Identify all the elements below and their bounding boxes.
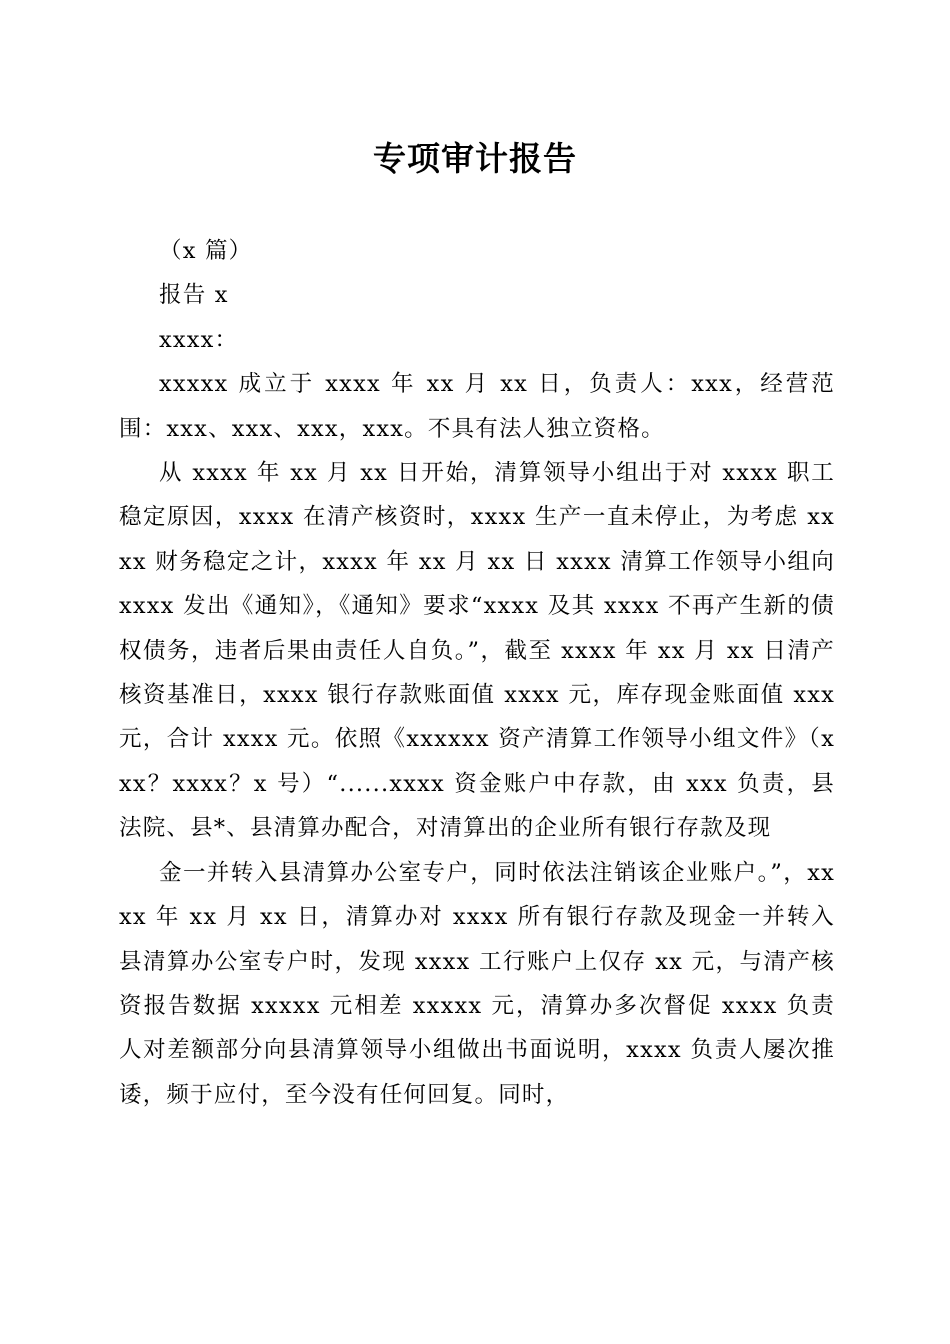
- document-body: [119, 229, 835, 1117]
- paragraph-account-findings: 金一并转入县清算办公室专户，同时依法注销该企业账户。”，xxxx 年 xx 月 xx 日，清算办对 xxxx 所有银行存款及现金一并转入县清算办公室专户时，发现 xxxx 工行账户上仅存 xx 元，与清产核资报告数据 xxxxx 元相差 xxxxx 元，清算办多次督促 xxxx 负责人对差额部分向县清算领导小组做出书面说明，xxxx 负责人屡次推诿，频于应付，至今没有任何回复。同时，: [119, 859, 835, 1108]
- paragraph-liquidation-background: 从 xxxx 年 xx 月 xx 日开始，清算领导小组出于对 xxxx 职工稳定原因，xxxx 在清产核资时，xxxx 生产一直未停止，为考虑 xxxx 财务稳定之计，xxxx 年 xx 月 xx 日 xxxx 清算工作领导小组向 xxxx 发出《通知》，《通知》要求“xxxx 及其 xxxx 不再产生新的债权债务，违者后果由责任人自负。”，截至 xxxx 年 xx 月 xx 日清产核资基准日，xxxx 银行存款账面值 xxxx 元，库存现金账面值 xxx 元，合计 xxxx 元。依照《xxxxxx 资产清算工作领导小组文件》（xxx？xxxx？x 号）“......xxxx 资金账户中存款，由 xxx 负责，县法院、县*、县清算办配合，对清算出的企业所有银行存款及现: [119, 460, 835, 842]
- report-label: 报告 x: [159, 282, 229, 309]
- paragraph-company-info: xxxxx 成立于 xxxx 年 xx 月 xx 日，负责人：xxx，经营范围：xxx、xxx、xxx，xxx。不具有法人独立资格。: [119, 371, 835, 442]
- volume-note: （x 篇）: [159, 238, 253, 264]
- document-title: 专项审计报告: [373, 139, 577, 178]
- salutation: xxxx：: [159, 326, 239, 353]
